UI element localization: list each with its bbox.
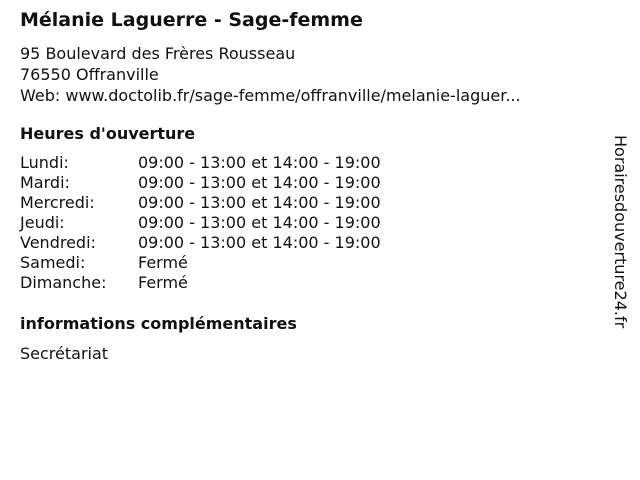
day-label: Samedi:: [20, 253, 86, 272]
address-street: 95 Boulevard des Frères Rousseau: [20, 44, 296, 63]
day-label: Dimanche:: [20, 273, 107, 292]
hours-row-friday: [20, 233, 381, 253]
hours-row-saturday: [20, 253, 381, 273]
day-hours: Fermé: [138, 273, 188, 292]
day-label: Mardi:: [20, 173, 70, 192]
address-city: 76550 Offranville: [20, 65, 159, 84]
hours-row-monday: [20, 153, 381, 173]
hours-row-sunday: [20, 273, 381, 293]
opening-hours-heading: Heures d'ouverture: [20, 124, 196, 143]
additional-info-heading: informations complémentaires: [20, 314, 297, 333]
site-brand-vertical: Horairesdouverture24.fr: [611, 135, 630, 329]
opening-hours-list: [20, 153, 381, 293]
hours-row-tuesday: [20, 173, 381, 193]
day-hours: 09:00 - 13:00 et 14:00 - 19:00: [138, 213, 381, 232]
address-block: [20, 43, 521, 106]
day-label: Jeudi:: [20, 213, 65, 232]
page-title: Mélanie Laguerre - Sage-femme: [20, 9, 363, 31]
hours-row-thursday: [20, 213, 381, 233]
hours-row-wednesday: [20, 193, 381, 213]
day-label: Mercredi:: [20, 193, 95, 212]
day-hours: 09:00 - 13:00 et 14:00 - 19:00: [138, 233, 381, 252]
day-label: Lundi:: [20, 153, 69, 172]
day-label: Vendredi:: [20, 233, 96, 252]
day-hours: 09:00 - 13:00 et 14:00 - 19:00: [138, 193, 381, 212]
additional-info-text: Secrétariat: [20, 344, 109, 363]
day-hours: Fermé: [138, 253, 188, 272]
day-hours: 09:00 - 13:00 et 14:00 - 19:00: [138, 173, 381, 192]
day-hours: 09:00 - 13:00 et 14:00 - 19:00: [138, 153, 381, 172]
website-line[interactable]: Web: www.doctolib.fr/sage-femme/offranville/melanie-laguer...: [20, 86, 521, 105]
